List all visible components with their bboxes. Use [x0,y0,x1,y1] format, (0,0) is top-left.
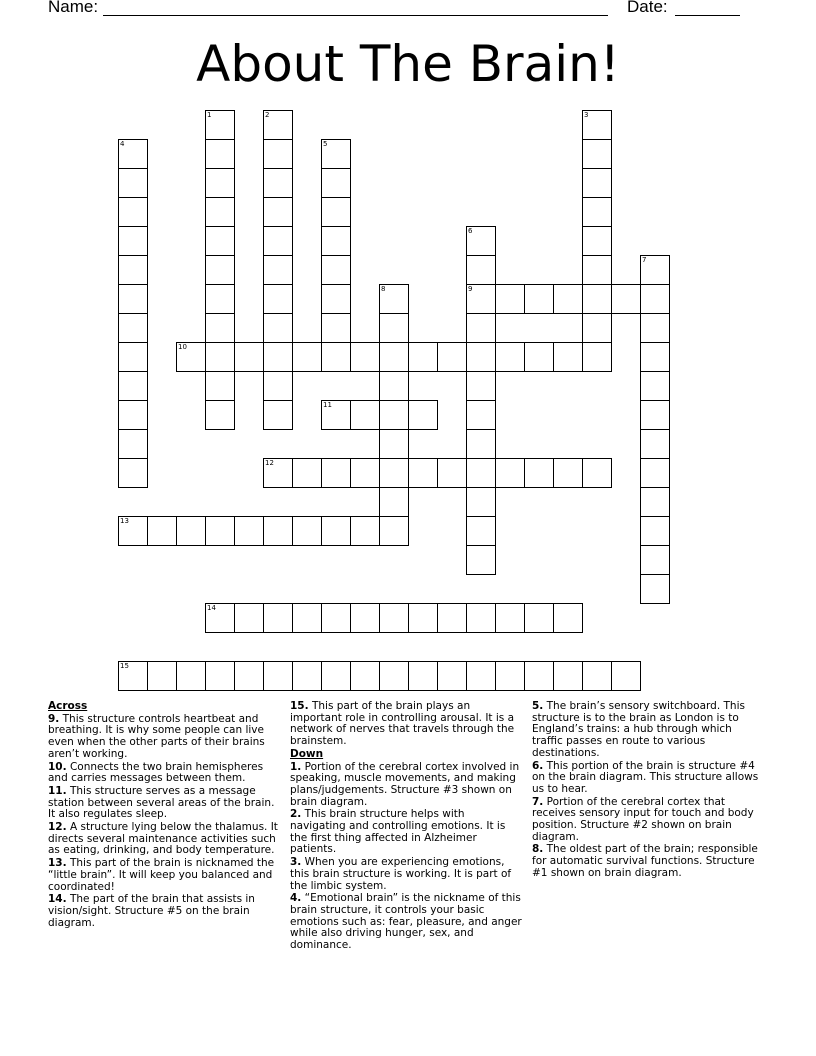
crossword-cell[interactable] [118,255,148,285]
crossword-cell[interactable] [408,400,438,430]
crossword-cell[interactable] [437,603,467,633]
crossword-cell[interactable] [582,226,612,256]
crossword-cell[interactable] [263,255,293,285]
crossword-cell[interactable] [582,110,612,140]
crossword-cell[interactable] [379,458,409,488]
crossword-cell[interactable] [524,458,554,488]
crossword-cell[interactable] [524,603,554,633]
clue-down-3: 3. When you are experiencing emotions, this brain structure is working. It is part of the limbic system. [290,856,512,892]
clue-number: 11 [323,401,332,409]
crossword-cell[interactable] [611,284,641,314]
crossword-cell[interactable] [466,661,496,691]
crossword-cell[interactable] [118,516,148,546]
clue-down-7: 7. Portion of the cerebral cortex that receives sensory input for touch and body position. Structure #2 shown on brain diagram. [532,795,754,843]
crossword-cell[interactable] [118,197,148,227]
crossword-cell[interactable] [466,516,496,546]
crossword-cell[interactable] [640,371,670,401]
crossword-cell[interactable] [379,429,409,459]
clue-number: 12 [265,459,274,467]
clue-across-14: 14. The part of the brain that assists in vision/sight. Structure #5 on the brain diagram. [48,893,255,929]
crossword-cell[interactable] [350,603,380,633]
clue-number: 13 [120,517,129,525]
clues-column-1 [48,701,280,930]
crossword-cell[interactable] [292,603,322,633]
clue-across-10: 10. Connects the two brain hemispheres and carries messages between them. [48,760,264,785]
crossword-cell[interactable] [205,342,235,372]
crossword-cell[interactable] [263,458,293,488]
crossword-cell[interactable] [292,661,322,691]
crossword-cell[interactable] [147,516,177,546]
crossword-cell[interactable] [205,110,235,140]
crossword-cell[interactable] [350,458,380,488]
crossword-cell[interactable] [582,139,612,169]
across-heading: Across [48,700,88,712]
crossword-cell[interactable] [408,342,438,372]
clue-number: 10 [178,343,187,351]
crossword-cell[interactable] [118,429,148,459]
crossword-cell[interactable] [466,429,496,459]
clue-across-9: 9. This structure controls heartbeat and breathing. It is why some people can live even when the other parts of their brains aren’t working. [48,712,265,760]
clue-number: 6 [468,227,473,235]
crossword-cell[interactable] [234,603,264,633]
crossword-cell[interactable] [582,342,612,372]
crossword-cell[interactable] [611,661,641,691]
crossword-cell[interactable] [176,342,206,372]
crossword-cell[interactable] [582,313,612,343]
crossword-cell[interactable] [553,458,583,488]
crossword-cell[interactable] [263,371,293,401]
clue-across-13: 13. This part of the brain is nicknamed the “little brain”. It will keep you balanced and coordinated! [48,857,275,893]
crossword-cell[interactable] [379,487,409,517]
crossword-cell[interactable] [379,313,409,343]
crossword-cell[interactable] [205,197,235,227]
crossword-cell[interactable] [640,400,670,430]
crossword-cell[interactable] [524,661,554,691]
crossword-cell[interactable] [292,342,322,372]
crossword-cell[interactable] [118,168,148,198]
crossword-cell[interactable] [582,255,612,285]
crossword-cell[interactable] [263,197,293,227]
crossword-cell[interactable] [118,226,148,256]
crossword-cell[interactable] [321,458,351,488]
crossword-cell[interactable] [466,313,496,343]
crossword-cell[interactable] [292,458,322,488]
crossword-cell[interactable] [495,661,525,691]
clue-down-2: 2. This brain structure helps with navigating and controlling emotions. It is the first thing affected in Alzheimer patients. [290,808,506,856]
crossword-cell[interactable] [350,661,380,691]
crossword-cell[interactable] [437,661,467,691]
crossword-cell[interactable] [176,516,206,546]
name-label: Name: [48,0,99,16]
crossword-cell[interactable] [263,110,293,140]
crossword-cell[interactable] [118,342,148,372]
crossword-cell[interactable] [321,342,351,372]
clue-down-1: 1. Portion of the cerebral cortex involved in speaking, muscle movements, and making plans/judgements. Structure #3 shown on brain diagram. [290,760,520,808]
clue-number: 15 [120,662,129,670]
clues-column-2 [290,701,522,953]
crossword-cell[interactable] [321,226,351,256]
down-heading: Down [290,747,324,760]
crossword-cell[interactable] [640,342,670,372]
crossword-cell[interactable] [263,661,293,691]
crossword-cell[interactable] [408,661,438,691]
crossword-cell[interactable] [437,458,467,488]
crossword-cell[interactable] [524,284,554,314]
crossword-cell[interactable] [640,429,670,459]
crossword-cell[interactable] [379,371,409,401]
crossword-cell[interactable] [495,458,525,488]
crossword-cell[interactable] [205,139,235,169]
crossword-cell[interactable] [379,603,409,633]
crossword-cell[interactable] [640,487,670,517]
crossword-cell[interactable] [205,255,235,285]
clue-number: 9 [468,285,473,293]
crossword-cell[interactable] [350,516,380,546]
crossword-cell[interactable] [350,342,380,372]
crossword-cell[interactable] [466,487,496,517]
crossword-cell[interactable] [466,284,496,314]
crossword-cell[interactable] [640,284,670,314]
crossword-cell[interactable] [582,168,612,198]
clue-down-5: 5. The brain’s sensory switchboard. This structure is to the brain as London is to England’s trains: a hub through which traffic passes en route to various destinations. [532,700,745,759]
crossword-cell[interactable] [582,458,612,488]
crossword-cell[interactable] [321,313,351,343]
crossword-cell[interactable] [321,255,351,285]
crossword-cell[interactable] [466,255,496,285]
crossword-cell[interactable] [118,371,148,401]
crossword-cell[interactable] [640,516,670,546]
crossword-cell[interactable] [321,139,351,169]
crossword-cell[interactable] [466,603,496,633]
crossword-cell[interactable] [553,603,583,633]
crossword-cell[interactable] [118,313,148,343]
crossword-cell[interactable] [263,603,293,633]
clue-number: 7 [642,256,647,264]
crossword-cell[interactable] [205,603,235,633]
crossword-cell[interactable] [263,168,293,198]
crossword-cell[interactable] [205,661,235,691]
crossword-cell[interactable] [553,284,583,314]
crossword-cell[interactable] [205,226,235,256]
clue-number: 1 [207,111,212,119]
crossword-cell[interactable] [234,661,264,691]
crossword-cell[interactable] [147,661,177,691]
clue-number: 4 [120,140,125,148]
crossword-cell[interactable] [553,342,583,372]
crossword-cell[interactable] [205,313,235,343]
crossword-cell[interactable] [495,342,525,372]
crossword-cell[interactable] [582,197,612,227]
clue-across-15: 15. This part of the brain plays an important role in controlling arousal. It is a network of nerves that travels through the brainstem. [290,700,515,748]
crossword-cell[interactable] [640,545,670,575]
clue-down-8: 8. The oldest part of the brain; responsible for automatic survival functions. Structure #1 shown on brain diagram. [532,843,758,879]
crossword-cell[interactable] [263,284,293,314]
crossword-cell[interactable] [640,313,670,343]
crossword-cell[interactable] [118,400,148,430]
crossword-cell[interactable] [582,284,612,314]
crossword-cell[interactable] [205,168,235,198]
crossword-cell[interactable] [495,284,525,314]
crossword-cell[interactable] [379,342,409,372]
clue-number: 14 [207,604,216,612]
crossword-cell[interactable] [263,139,293,169]
crossword-cell[interactable] [408,603,438,633]
crossword-cell[interactable] [379,284,409,314]
crossword-cell[interactable] [640,458,670,488]
crossword-cell[interactable] [350,400,380,430]
crossword-cell[interactable] [495,603,525,633]
crossword-cell[interactable] [321,284,351,314]
page-title: About The Brain! [196,35,620,93]
date-label: Date: [627,0,668,16]
crossword-cell[interactable] [263,400,293,430]
clue-across-11: 11. This structure serves as a message station between several areas of the brain. It also regulates sleep. [48,784,275,821]
crossword-cell[interactable] [466,458,496,488]
crossword-cell[interactable] [466,342,496,372]
crossword-cell[interactable] [321,168,351,198]
crossword-cell[interactable] [466,400,496,430]
crossword-cell[interactable] [582,661,612,691]
crossword-cell[interactable] [466,226,496,256]
crossword-cell[interactable] [321,400,351,430]
clue-down-4: 4. “Emotional brain” is the nickname of this brain structure, it controls your basic emotions such as: fear, pleasure, and anger while also driving hunger, sex, and dominance. [290,892,522,952]
crossword-cell[interactable] [466,371,496,401]
crossword-cell[interactable] [640,574,670,604]
clue-down-6: 6. This portion of the brain is structure #4 on the brain diagram. This structure allows us to hear. [532,759,759,795]
clues-column-3 [532,701,764,881]
crossword-cell[interactable] [118,284,148,314]
crossword-cell[interactable] [321,603,351,633]
crossword-cell[interactable] [205,516,235,546]
crossword-cell[interactable] [408,458,438,488]
crossword-cell[interactable] [292,516,322,546]
crossword-cell[interactable] [234,342,264,372]
crossword-cell[interactable] [321,516,351,546]
clue-number: 3 [584,111,589,119]
crossword-cell[interactable] [321,661,351,691]
clue-number: 2 [265,111,270,119]
clue-number: 5 [323,140,328,148]
crossword-cell[interactable] [640,255,670,285]
crossword-cell[interactable] [118,139,148,169]
crossword-cell[interactable] [234,516,264,546]
crossword-cell[interactable] [118,661,148,691]
crossword-cell[interactable] [524,342,554,372]
clue-across-12: 12. A structure lying below the thalamus. It directs several maintenance activities such as eating, drinking, and body temperature. [48,821,278,857]
crossword-cell[interactable] [437,342,467,372]
crossword-cell[interactable] [205,400,235,430]
crossword-cell[interactable] [263,226,293,256]
crossword-cell[interactable] [379,661,409,691]
crossword-cell[interactable] [321,197,351,227]
crossword-cell[interactable] [466,545,496,575]
crossword-cell[interactable] [553,661,583,691]
crossword-cell[interactable] [263,313,293,343]
crossword-cell[interactable] [205,284,235,314]
clue-number: 8 [381,285,386,293]
crossword-cell[interactable] [379,516,409,546]
crossword-cell[interactable] [205,371,235,401]
crossword-cell[interactable] [263,516,293,546]
crossword-cell[interactable] [263,342,293,372]
crossword-cell[interactable] [176,661,206,691]
crossword-cell[interactable] [379,400,409,430]
crossword-cell[interactable] [118,458,148,488]
